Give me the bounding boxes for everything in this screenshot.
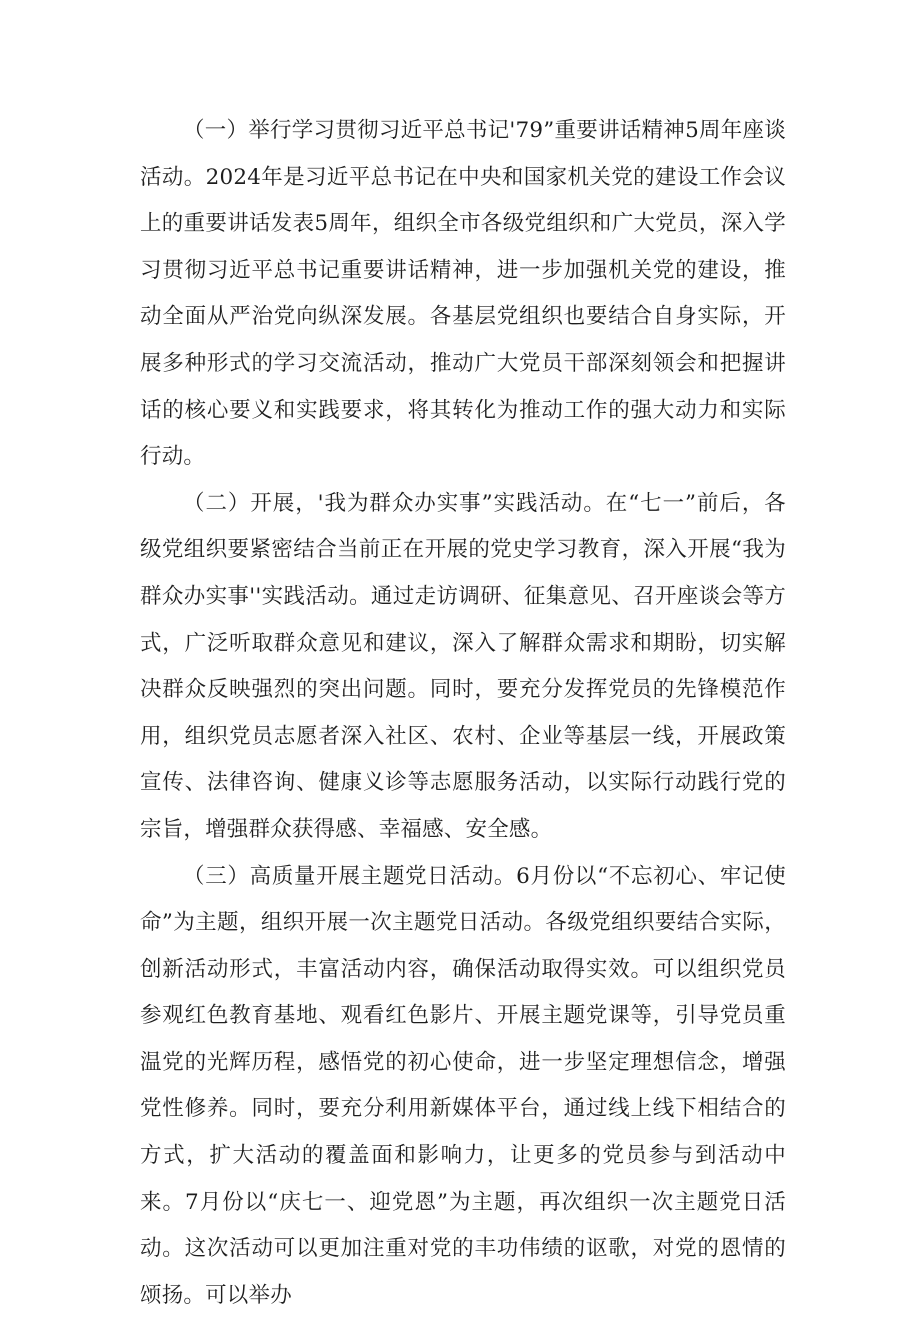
document-body bbox=[140, 108, 786, 1319]
paragraph-section-two: （二）开展，'我为群众办实事”实践活动。在“七一”前后，各级党组织要紧密结合当前正在开展的党史学习教育，深入开展“我为群众办实事''实践活动。通过走访调研、征集意见、召开座谈会等方式，广泛听取群众意见和建议，深入了解群众需求和期盼，切实解决群众反映强烈的突出问题。同时，要充分发挥党员的先锋模范作用，组织党员志愿者深入社区、农村、企业等基层一线，开展政策宣传、法律咨询、健康义诊等志愿服务活动，以实际行动践行党的宗旨，增强群众获得感、幸福感、安全感。 bbox=[140, 481, 786, 854]
paragraph-section-one: （一）举行学习贯彻习近平总书记'79”重要讲话精神5周年座谈活动。2024年是习近平总书记在中央和国家机关党的建设工作会议上的重要讲话发表5周年，组织全市各级党组织和广大党员，深入学习贯彻习近平总书记重要讲话精神，进一步加强机关党的建设，推动全面从严治党向纵深发展。各基层党组织也要结合自身实际，开展多种形式的学习交流活动，推动广大党员干部深刻领会和把握讲话的核心要义和实践要求，将其转化为推动工作的强大动力和实际行动。 bbox=[140, 108, 786, 481]
paragraph-section-three: （三）高质量开展主题党日活动。6月份以“不忘初心、牢记使命”为主题，组织开展一次主题党日活动。各级党组织要结合实际，创新活动形式，丰富活动内容，确保活动取得实效。可以组织党员参观红色教育基地、观看红色影片、开展主题党课等，引导党员重温党的光辉历程，感悟党的初心使命，进一步坚定理想信念，增强党性修养。同时，要充分利用新媒体平台，通过线上线下相结合的方式，扩大活动的覆盖面和影响力，让更多的党员参与到活动中来。7月份以“庆七一、迎党恩”为主题，再次组织一次主题党日活动。这次活动可以更加注重对党的丰功伟绩的讴歌，对党的恩情的颂扬。可以举办 bbox=[140, 854, 786, 1319]
